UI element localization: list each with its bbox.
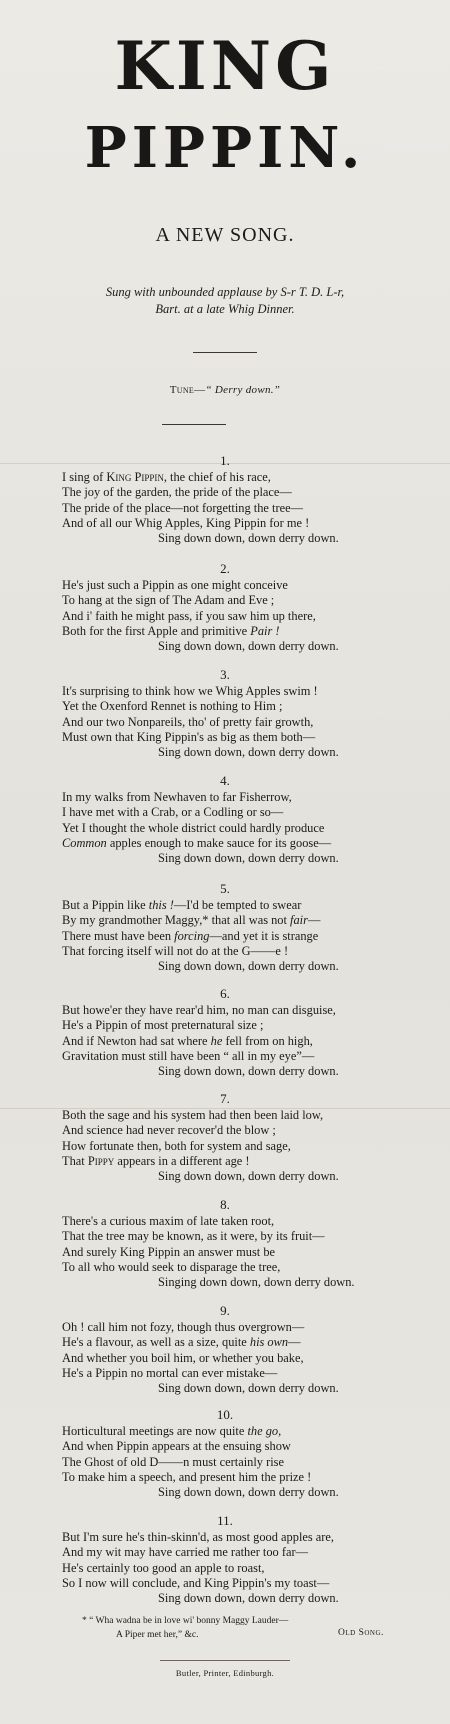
performance-note-line-1: Sung with unbounded applause by S-r T. D. L-r, <box>105 285 345 299</box>
verse-line: He's certainly too good an apple to roast, <box>62 1560 265 1575</box>
verse-line: He's a Pippin of most preternatural size ; <box>62 1018 264 1033</box>
italic-text: forcing <box>174 928 210 943</box>
verse-line: The pride of the place—not forgetting the tree— <box>62 500 303 515</box>
verse-line <box>0 836 450 851</box>
verse-7 <box>0 1090 450 1184</box>
verse-line: Both the sage and his system had then been laid low, <box>62 1108 324 1122</box>
line-text: , <box>278 1424 282 1438</box>
verse-number: 4. <box>220 773 230 788</box>
refrain-line: Sing down down, down derry down. <box>158 1591 339 1606</box>
verse-line: And science had never recover'd the blow ; <box>62 1123 276 1138</box>
verse-line: He's just such a Pippin as one might conceive <box>62 578 288 592</box>
title-line-2: PIPPIN. <box>84 115 366 181</box>
refrain-line: Sing down down, down derry down. <box>158 851 339 866</box>
refrain-line: Sing down down, down derry down. <box>158 745 339 760</box>
verse-10 <box>0 1406 450 1500</box>
verse-line: It's surprising to think how we Whig Apples swim ! <box>62 684 318 698</box>
verse-line: To all who would seek to disparage the tree, <box>62 1259 281 1274</box>
italic-text: this ! <box>148 898 174 912</box>
line-text: There must have been <box>62 928 175 943</box>
verse-line: Gravitation must still have been “ all in my eye”— <box>62 1048 315 1063</box>
verse-2 <box>0 560 450 654</box>
tune-line <box>0 384 450 396</box>
line-text: And if Newton had sat where <box>62 1033 211 1048</box>
verse-line <box>0 1424 450 1439</box>
line-text: Both for the first Apple and primitive <box>62 623 251 638</box>
verse-4 <box>0 772 450 866</box>
verse-5 <box>0 880 450 974</box>
italic-text: Pair ! <box>250 623 280 638</box>
small-caps-text: Pippy <box>87 1153 115 1168</box>
refrain-line: Sing down down, down derry down. <box>158 639 339 654</box>
line-text: —I'd be tempted to swear <box>173 898 302 912</box>
verse-line: In my walks from Newhaven to far Fisherrow, <box>62 790 292 804</box>
refrain-line: Sing down down, down derry down. <box>158 1485 339 1500</box>
line-text: He's a flavour, as well as a size, quite <box>62 1335 250 1350</box>
verse-line: The Ghost of old D——n must certainly rise <box>62 1454 284 1469</box>
performance-note-line-2: Bart. at a late Whig Dinner. <box>155 302 295 316</box>
verse-line <box>0 929 450 944</box>
line-text: —and yet it is strange <box>209 928 319 943</box>
verse-line <box>0 624 450 639</box>
verse-8 <box>0 1196 450 1290</box>
verse-line: Oh ! call him not fozy, though thus overgrown— <box>62 1320 305 1334</box>
refrain-line: Sing down down, down derry down. <box>158 1064 339 1079</box>
line-text: I sing of <box>62 470 107 484</box>
verse-number: 3. <box>220 667 230 682</box>
line-text: By my grandmother Maggy,* that all was not <box>62 913 291 928</box>
printer-imprint: Butler, Printer, Edinburgh. <box>175 1668 275 1678</box>
italic-text: the go <box>247 1424 279 1438</box>
refrain-line: Sing down down, down derry down. <box>158 1381 339 1396</box>
verse-number: 8. <box>220 1197 230 1212</box>
verse-number: 7. <box>220 1091 230 1106</box>
italic-text: he <box>210 1033 223 1048</box>
verse-line: To make him a speech, and present him the prize ! <box>62 1469 312 1484</box>
verse-line: That the tree may be known, as it were, by its fruit— <box>62 1229 325 1244</box>
performance-note <box>40 284 410 318</box>
italic-text: Common <box>62 835 107 850</box>
line-text: apples enough to make sauce for its goose— <box>106 835 332 850</box>
verse-line: And i' faith he might pass, if you saw him up there, <box>62 608 316 623</box>
refrain-line: Sing down down, down derry down. <box>158 959 339 974</box>
line-text: fell from on high, <box>222 1033 313 1048</box>
line-text: , the chief of his race, <box>163 470 271 484</box>
tune-name: “ Derry down.” <box>205 384 281 396</box>
divider-rule <box>160 1660 290 1661</box>
refrain-line: Sing down down, down derry down. <box>158 531 339 546</box>
verse-number: 10. <box>216 1407 234 1422</box>
verse-line: Yet I thought the whole district could hardly produce <box>62 820 325 835</box>
verse-number: 5. <box>220 881 230 896</box>
subtitle: A NEW SONG. <box>155 224 295 246</box>
verse-11 <box>0 1512 450 1606</box>
verse-line: And of all our Whig Apples, King Pippin for me ! <box>62 515 310 530</box>
verse-line: But I'm sure he's thin-skinn'd, as most good apples are, <box>62 1530 335 1544</box>
verse-number: 11. <box>217 1513 233 1528</box>
verse-line <box>0 470 450 485</box>
verse-line: Must own that King Pippin's as big as them both— <box>62 729 316 744</box>
verse-line: And our two Nonpareils, tho' of pretty fair growth, <box>62 714 314 729</box>
verse-1 <box>0 452 450 546</box>
verse-6 <box>0 985 450 1079</box>
verse-number: 2. <box>220 561 230 576</box>
verse-line <box>0 898 450 913</box>
italic-text: fair <box>290 913 308 928</box>
verse-number: 1. <box>220 453 230 468</box>
verse-line: And my wit may have carried me rather too far— <box>62 1545 308 1560</box>
verse-9 <box>0 1302 450 1396</box>
verse-line: How fortunate then, both for system and sage, <box>62 1138 291 1153</box>
line-text: appears in a different age ! <box>114 1153 250 1168</box>
refrain-line: Singing down down, down derry down. <box>158 1275 355 1290</box>
verse-line: I have met with a Crab, or a Codling or so— <box>62 805 284 820</box>
italic-text: his own <box>249 1335 289 1350</box>
verse-line <box>0 913 450 928</box>
verse-line: The joy of the garden, the pride of the place— <box>62 485 292 500</box>
divider-rule <box>193 352 257 353</box>
verse-3 <box>0 666 450 760</box>
verse-line: So I now will conclude, and King Pippin's my toast— <box>62 1575 330 1590</box>
verse-line <box>0 1335 450 1350</box>
line-text: — <box>288 1335 301 1350</box>
line-text: But a Pippin like <box>62 898 149 912</box>
line-text: Horticultural meetings are now quite <box>62 1424 248 1438</box>
verse-line: And surely King Pippin an answer must be <box>62 1244 276 1259</box>
verse-line <box>0 1154 450 1169</box>
footnote-line-1: * “ Wha wadna be in love wi' bonny Maggy Lauder— <box>82 1616 289 1626</box>
verse-line: To hang at the sign of The Adam and Eve ; <box>62 593 275 608</box>
verse-line: Yet the Oxenford Rennet is nothing to Him ; <box>62 699 283 714</box>
verse-line: But howe'er they have rear'd him, no man can disguise, <box>62 1003 336 1017</box>
verse-line: And when Pippin appears at the ensuing show <box>62 1439 291 1454</box>
footnote-line-2: A Piper met her,” &c. <box>116 1630 199 1640</box>
verse-line: There's a curious maxim of late taken root, <box>62 1214 275 1228</box>
footnote-source: Old Song. <box>338 1628 384 1638</box>
line-text: That <box>62 1153 88 1168</box>
verse-number: 6. <box>220 986 230 1001</box>
tune-dash: — <box>194 384 206 396</box>
line-text: — <box>307 913 321 928</box>
verse-line <box>0 1034 450 1049</box>
title-line-1: KING <box>114 27 336 105</box>
tune-label: Tune <box>169 384 195 396</box>
small-caps-text: King Pippin <box>106 470 164 484</box>
verse-line: That forcing itself will not do at the G——e ! <box>62 943 289 958</box>
verse-line: He's a Pippin no mortal can ever mistake— <box>62 1365 278 1380</box>
divider-rule <box>162 424 226 425</box>
refrain-line: Sing down down, down derry down. <box>158 1169 339 1184</box>
verse-line: And whether you boil him, or whether you bake, <box>62 1350 304 1365</box>
verse-number: 9. <box>220 1303 230 1318</box>
